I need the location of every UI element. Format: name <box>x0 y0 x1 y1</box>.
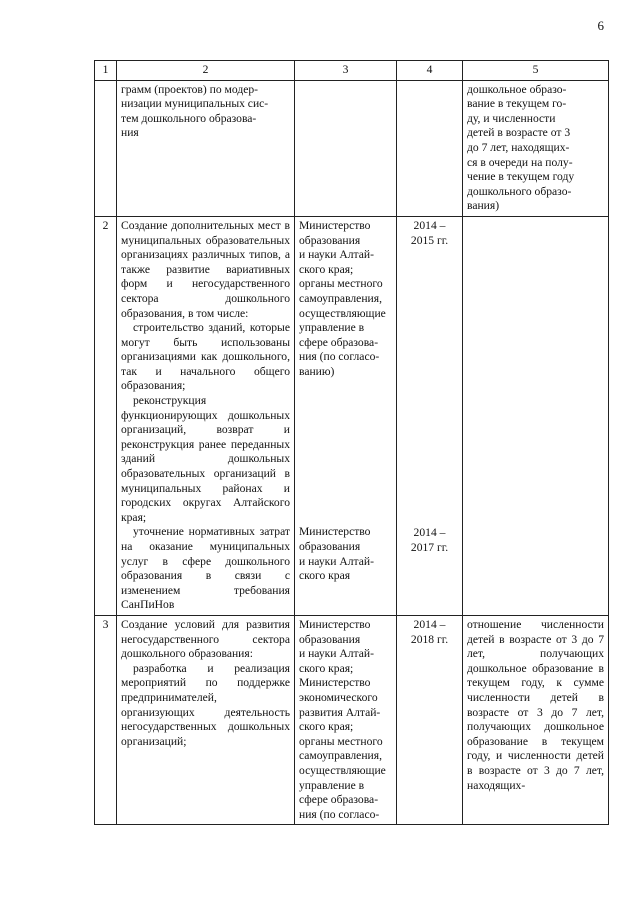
indicator-line: вание в текущем го- <box>467 97 567 111</box>
executor-line: ского края; <box>299 661 354 675</box>
measure-paragraph: разработка и реализация мероприятий по поддержке предпринимателей, организующих деятельность негосударственных дошкольных организаций; <box>121 661 290 748</box>
table-header-row <box>95 61 609 81</box>
executor-line: и науки Алтай- <box>299 554 374 568</box>
indicator-cell <box>463 80 609 216</box>
executor-line: самоуправления, <box>299 749 382 763</box>
period-line: 2017 гг. <box>410 540 449 554</box>
measure-paragraph: уточнение нормативных затрат на оказание муниципальных услуг в сфере дошкольного образования в связи с изменением требования СанПиНов <box>121 525 290 612</box>
indicator-line: чение в текущем году <box>467 170 575 184</box>
header-cell: 2 <box>117 61 295 81</box>
period-line: 2014 – <box>413 617 446 631</box>
indicator-line: ду, и численности <box>467 111 556 125</box>
executor-line: органы местного <box>299 734 383 748</box>
executor-line: и науки Алтай- <box>299 248 374 262</box>
period-line: 2015 гг. <box>410 233 449 247</box>
executor-line: осуществляющие <box>299 763 386 777</box>
period-spacer <box>401 248 458 526</box>
measure-paragraph: Создание дополнительных мест в муниципальных образовательных организациях различных типов, а также развитие вариативных форм и негосударственного сектора дошкольного образования, в том числе: <box>121 218 290 320</box>
executor-line: ванию) <box>299 364 335 378</box>
measure-line: тем дошкольного образова- <box>121 111 257 125</box>
table-row <box>95 80 609 216</box>
executor-line: Министерство <box>299 676 371 690</box>
executor-line: осуществляющие <box>299 306 386 320</box>
measure-paragraph: строительство зданий, которые могут быть использованы организациями как дошкольного, так и начального общего образования; <box>121 321 290 393</box>
executor-line: ского края; <box>299 720 354 734</box>
executor-line: ния (по согласо- <box>299 350 380 364</box>
indicator-line: вания) <box>467 199 500 213</box>
row-number: 2 <box>95 216 117 615</box>
measure-cell <box>117 615 295 824</box>
indicator-cell: отношение численности детей в возрасте от 3 до 7 лет, получающих дошкольное образование в текущем году, к сумме численности детей в возрасте от 3 до 7 лет, получающих дошкольное образование в текущем году, и численности детей в возрасте от 3 до 7 лет, находящих- <box>463 615 609 824</box>
executor-line: управление в <box>299 321 365 335</box>
executor-line: Министерство <box>299 617 371 631</box>
executor-line: управление в <box>299 778 365 792</box>
indicator-line: дошкольное образо- <box>467 82 567 96</box>
executor-line: ского края <box>299 569 351 583</box>
executor-cell <box>295 615 397 824</box>
header-cell: 3 <box>295 61 397 81</box>
row-number: 3 <box>95 615 117 824</box>
measure-cell <box>117 216 295 615</box>
executor-line: образования <box>299 233 361 247</box>
measure-paragraph: реконструкция функционирующих дошкольных организаций, возврат и реконструкция ранее переданных зданий дошкольных образовательных организаций в муниципальных районах и городских округах Алтайского края; <box>121 394 290 524</box>
period-line: 2014 – <box>413 218 446 232</box>
table-row <box>95 615 609 824</box>
measures-table <box>94 60 609 825</box>
indicator-line: дошкольного образо- <box>467 184 572 198</box>
measure-cell <box>117 80 295 216</box>
executor-line: образования <box>299 540 361 554</box>
table-row <box>95 216 609 615</box>
executor-line: ского края; <box>299 262 354 276</box>
executor-line: самоуправления, <box>299 291 382 305</box>
executor-line: и науки Алтай- <box>299 647 374 661</box>
indicator-cell <box>463 216 609 615</box>
executor-spacer <box>299 379 392 525</box>
executor-line: сфере образова- <box>299 793 379 807</box>
executor-line: органы местного <box>299 277 383 291</box>
measure-line: ния <box>121 126 139 140</box>
executor-cell <box>295 216 397 615</box>
period-cell <box>397 615 463 824</box>
period-cell <box>397 80 463 216</box>
executor-line: развития Алтай- <box>299 705 381 719</box>
indicator-line: ся в очереди на полу- <box>467 155 573 169</box>
measure-line: низации муниципальных сис- <box>121 97 269 111</box>
executor-cell <box>295 80 397 216</box>
header-cell: 1 <box>95 61 117 81</box>
period-line: 2014 – <box>413 526 446 540</box>
executor-line: ния (по согласо- <box>299 807 380 821</box>
executor-line: Министерство <box>299 218 371 232</box>
header-cell: 5 <box>463 61 609 81</box>
indicator-line: детей в возрасте от 3 <box>467 126 571 140</box>
header-cell: 4 <box>397 61 463 81</box>
row-number <box>95 80 117 216</box>
period-cell <box>397 216 463 615</box>
executor-line: образования <box>299 632 361 646</box>
page-number: 6 <box>597 18 604 33</box>
measure-line: грамм (проектов) по модер- <box>121 82 259 96</box>
executor-line: сфере образова- <box>299 335 379 349</box>
measure-paragraph: Создание условий для развития негосударственного сектора дошкольного образования: <box>121 617 290 661</box>
period-line: 2018 гг. <box>410 632 449 646</box>
executor-line: экономического <box>299 690 378 704</box>
executor-line: Министерство <box>299 525 371 539</box>
indicator-line: до 7 лет, находящих- <box>467 140 570 154</box>
